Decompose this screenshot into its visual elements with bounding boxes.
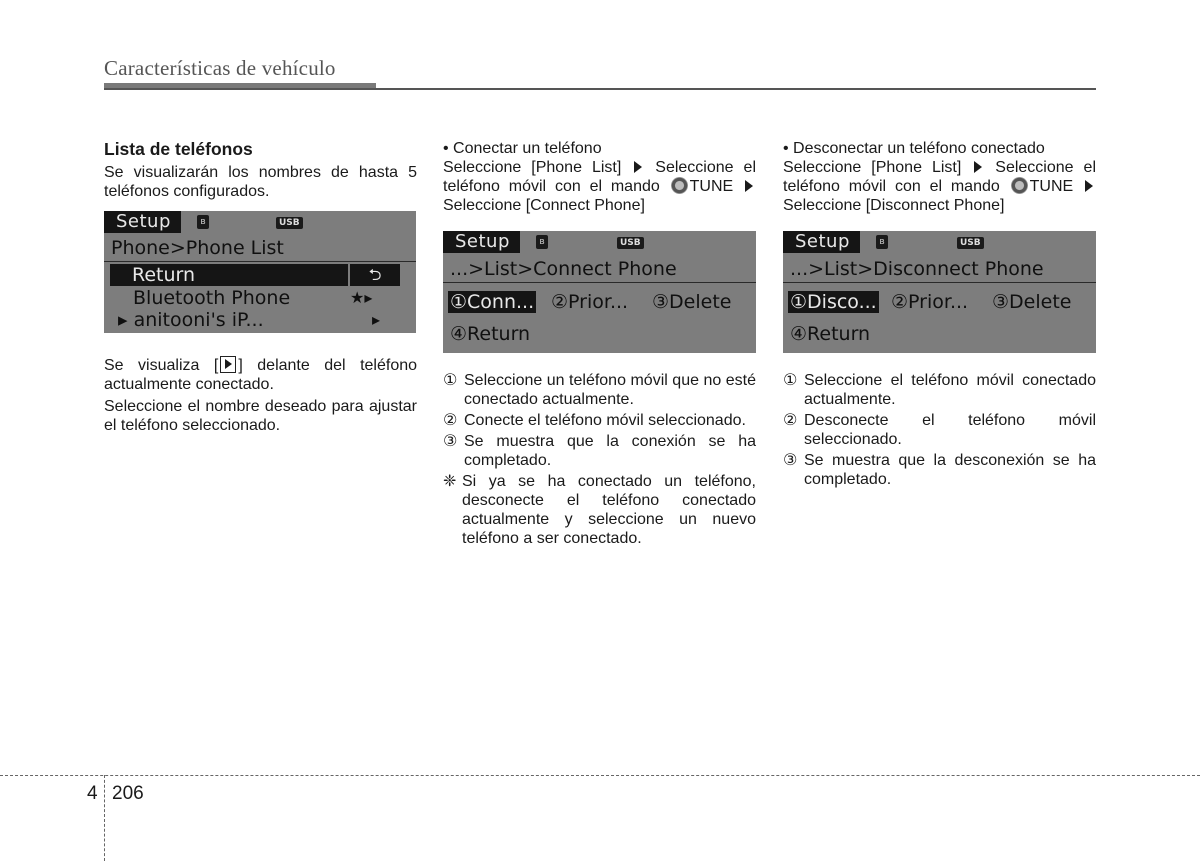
lcd-divider <box>783 282 1096 283</box>
lcd-option-priority[interactable]: ②Prior... <box>551 291 629 313</box>
instr-connect-d: Seleccione [Connect Phone] <box>443 197 645 214</box>
step-text: Seleccione el teléfono móvil conectado actualmente. <box>804 372 1096 408</box>
column-phone-list <box>104 139 417 201</box>
lcd-setup-tab: Setup <box>783 231 860 253</box>
tune-knob-icon <box>671 177 688 194</box>
bullet-disconnect: • Desconectar un teléfono conectado <box>783 140 1045 157</box>
steps-disconnect <box>783 371 1096 489</box>
page-number: 206 <box>112 783 144 804</box>
star-icon: ★▸ <box>350 288 373 307</box>
step-marker: ① <box>783 372 798 389</box>
step-item <box>443 411 756 430</box>
arrow-right-icon <box>974 161 982 173</box>
header-rule <box>104 88 1096 90</box>
lcd-row-phone[interactable] <box>118 309 264 331</box>
lcd-setup-tab: Setup <box>443 231 520 253</box>
instr-disconnect-d: Seleccione [Disconnect Phone] <box>783 197 1005 214</box>
lcd-option-delete[interactable]: ③Delete <box>652 291 732 313</box>
lcd-phone-list <box>104 211 416 333</box>
intro-text: Se visualizarán los nombres de hasta 5 teléfonos configurados. <box>104 164 417 200</box>
instr-connect-a: Seleccione [Phone List] <box>443 159 632 176</box>
instr-connect <box>443 158 756 215</box>
step-marker: ③ <box>783 452 798 469</box>
chevron-right-icon: ▸ <box>372 310 381 329</box>
lcd-row-return[interactable]: Return <box>110 264 348 286</box>
select-note: Seleccione el nombre deseado para ajustar el teléfono seleccionado. <box>104 398 417 434</box>
connected-triangle-icon: ▸ <box>118 309 128 331</box>
note-text: Si ya se ha conectado un teléfono, desconecte el teléfono conectado actualmente y seleccione un nuevo teléfono a ser conectado. <box>462 473 756 547</box>
footer-rule <box>0 775 1200 776</box>
lcd-divider <box>443 282 756 283</box>
lcd-option-return[interactable]: ④Return <box>450 323 531 345</box>
return-arrow-icon[interactable]: ⮌ <box>350 264 400 286</box>
note-marker-icon: ❈ <box>443 473 457 490</box>
bluetooth-icon: ʙ <box>536 235 548 249</box>
lcd-path: Phone>Phone List <box>111 237 284 259</box>
connected-note-a: Se visualiza [ <box>104 357 219 374</box>
step-text: Se muestra que la desconexión se ha completado. <box>804 452 1096 488</box>
lcd-option-priority[interactable]: ②Prior... <box>891 291 969 313</box>
column-connect <box>443 139 756 215</box>
instr-disconnect-b: Seleccione el teléfono móvil con el mando <box>783 159 1096 195</box>
section-title: Características de vehículo <box>104 56 336 80</box>
instr-connect-b: Seleccione el teléfono móvil con el mando <box>443 159 756 195</box>
step-item <box>443 432 756 470</box>
instr-connect-c: TUNE <box>689 178 743 195</box>
lcd-option-disconnect[interactable]: ①Disco... <box>790 291 877 313</box>
lcd-connect-phone <box>443 231 756 353</box>
heading-phone-list: Lista de teléfonos <box>104 139 253 159</box>
step-text: Se muestra que la conexión se ha completado. <box>464 433 756 469</box>
usb-icon: USB <box>617 237 644 249</box>
step-marker: ② <box>443 412 458 429</box>
step-marker: ① <box>443 372 458 389</box>
lcd-path: ...>List>Connect Phone <box>450 258 677 280</box>
usb-icon: USB <box>276 217 303 229</box>
lcd-setup-tab: Setup <box>104 211 181 233</box>
lcd-path: ...>List>Disconnect Phone <box>790 258 1044 280</box>
arrow-right-icon <box>634 161 642 173</box>
connected-note-b: ] delante del teléfono actualmente conectado. <box>104 357 418 393</box>
arrow-right-icon <box>1085 180 1093 192</box>
instr-disconnect-c: TUNE <box>1029 178 1083 195</box>
lcd-row-bluetooth-phone[interactable]: Bluetooth Phone <box>133 287 291 309</box>
instr-disconnect-a: Seleccione [Phone List] <box>783 159 972 176</box>
steps-connect <box>443 371 756 548</box>
step-marker: ② <box>783 412 798 429</box>
bullet-connect: • Conectar un teléfono <box>443 140 602 157</box>
step-item <box>443 371 756 409</box>
step-item <box>783 451 1096 489</box>
lcd-option-return[interactable]: ④Return <box>790 323 871 345</box>
lcd-option-delete[interactable]: ③Delete <box>992 291 1072 313</box>
note-item <box>443 472 756 548</box>
lcd-disconnect-phone <box>783 231 1096 353</box>
column-disconnect <box>783 139 1096 215</box>
step-marker: ③ <box>443 433 458 450</box>
step-item <box>783 371 1096 409</box>
lcd-divider <box>104 261 416 262</box>
bluetooth-icon: ʙ <box>876 235 888 249</box>
usb-icon: USB <box>957 237 984 249</box>
step-text: Seleccione un teléfono móvil que no esté conectado actualmente. <box>464 372 756 408</box>
bluetooth-icon: ʙ <box>197 215 209 229</box>
connected-note <box>104 356 417 394</box>
step-item <box>783 411 1096 449</box>
instr-disconnect <box>783 158 1096 215</box>
column-phone-list-notes <box>104 356 417 435</box>
chapter-number: 4 <box>87 783 98 804</box>
lcd-row-phone-label: anitooni's iP... <box>133 309 264 331</box>
footer-divider <box>104 775 105 861</box>
tune-knob-icon <box>1011 177 1028 194</box>
step-text: Conecte el teléfono móvil seleccionado. <box>464 412 746 429</box>
connected-marker-icon <box>220 356 236 373</box>
lcd-option-connect[interactable]: ①Conn... <box>450 291 535 313</box>
step-text: Desconecte el teléfono móvil seleccionado. <box>804 412 1096 448</box>
arrow-right-icon <box>745 180 753 192</box>
